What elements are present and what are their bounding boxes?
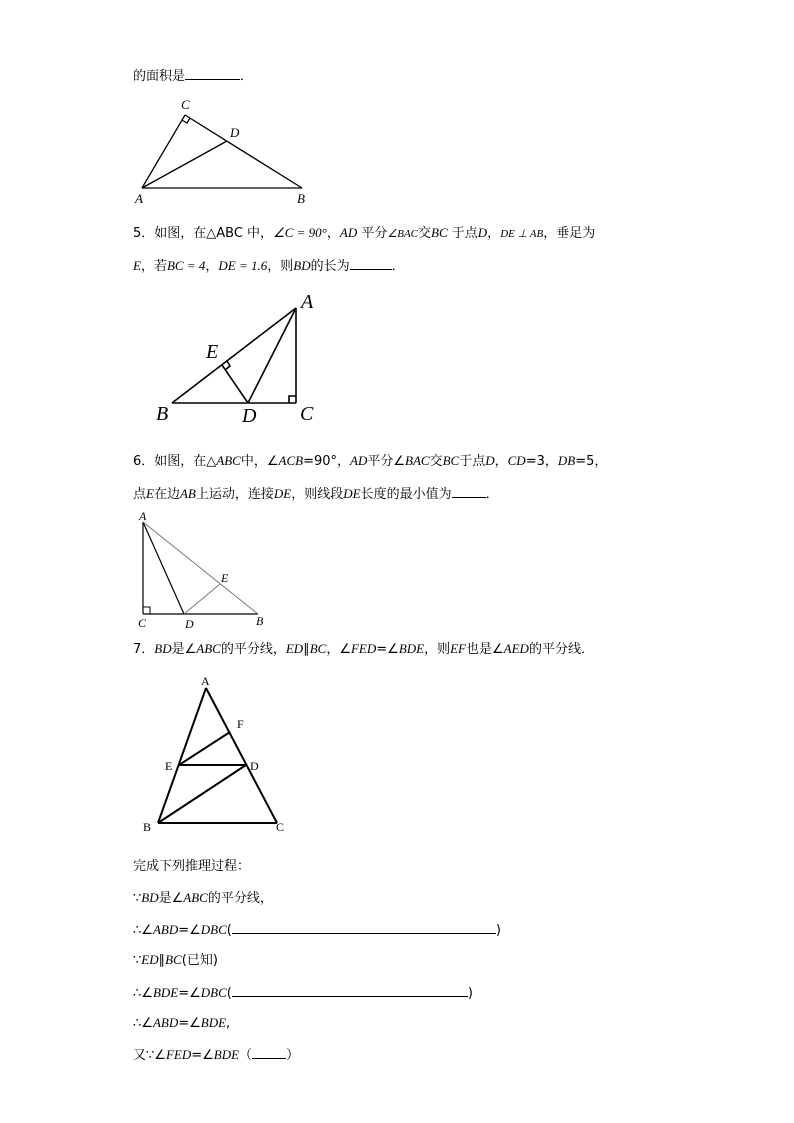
seg-bd [158, 765, 246, 823]
reason-blank[interactable] [232, 983, 468, 997]
label-a: A [201, 674, 210, 688]
q7-aed: AED [503, 641, 529, 656]
q6-ab: AB [179, 486, 196, 501]
q5-text: ， [205, 259, 219, 274]
proof-step-5 [133, 1014, 230, 1033]
right-angle-mark [143, 607, 150, 614]
proof-text: ( [226, 923, 232, 938]
q6-text: 在边 [153, 487, 180, 502]
proof-bde: BDE [200, 1015, 227, 1030]
proof-text: 是∠ [158, 891, 184, 906]
q7-text: 也是∠ [466, 642, 504, 657]
q6-text: ， [494, 454, 508, 469]
proof-step-3 [133, 951, 218, 970]
label-c: C [276, 820, 285, 834]
q5-text: 5．如图，在△ABC 中， [133, 226, 274, 241]
proof-bde: BDE [213, 1047, 240, 1062]
q6-text: 平分∠ [367, 454, 405, 469]
proof-abd: ABD [152, 922, 179, 937]
proof-step-1 [133, 889, 273, 908]
reason-blank[interactable] [252, 1045, 286, 1059]
q6-text: 点 [133, 487, 147, 502]
q5-text: ，则 [267, 259, 294, 274]
q6-text: =90°， [303, 454, 350, 469]
label-a: A [135, 191, 143, 206]
proof-text: ) [495, 923, 501, 938]
seg-ad [143, 522, 184, 614]
q6-e: E [146, 486, 154, 501]
figure-q7 [138, 673, 288, 838]
proof-text: ∴∠ [133, 1016, 153, 1031]
q5-d: D [477, 225, 488, 240]
proof-text: ) [467, 986, 473, 1001]
proof-text: =∠ [178, 1016, 201, 1031]
proof-text: 又∵∠ [133, 1048, 166, 1063]
q4-period: ． [240, 69, 254, 84]
proof-step-2 [133, 920, 501, 940]
proof-bc: BC [165, 952, 182, 967]
seg-de [222, 365, 248, 403]
q6-line-1 [133, 452, 607, 471]
seg-ac [142, 115, 185, 188]
q5-text: 的长为 [310, 259, 350, 274]
q5-text: ，若 [140, 259, 167, 274]
label-e: E [165, 759, 173, 773]
q5-text: 交 [418, 226, 432, 241]
q7-text: 7． [133, 642, 155, 657]
q7-text: 的平分线， [220, 642, 286, 657]
q7-text: ，∠ [326, 642, 351, 657]
q6-text: =3， [525, 454, 558, 469]
q7-fed: FED [350, 641, 377, 656]
figure-q5 [150, 288, 330, 428]
seg-ad [142, 141, 227, 188]
q5-text: 于点 [447, 226, 478, 241]
q7-text: 的平分线． [528, 642, 594, 657]
proof-text: ∵ [133, 953, 142, 968]
proof-text: ） [286, 1048, 300, 1063]
q5-text: 平分 [357, 226, 388, 241]
q5-e: E [133, 258, 141, 273]
label-a: A [301, 291, 314, 313]
label-d: D [185, 617, 194, 631]
proof-text: ∴∠ [133, 923, 153, 938]
label-d: D [250, 759, 259, 773]
proof-bde: BDE [152, 985, 179, 1000]
q5-ad: AD [339, 225, 358, 240]
q5-text: ， [326, 226, 340, 241]
seg-ab [172, 308, 296, 403]
label-e: E [206, 341, 219, 363]
proof-text: ∥ [158, 953, 166, 968]
q5-angle-c: ∠C = 90° [273, 225, 327, 240]
q6-line-2 [133, 484, 499, 504]
q4-tail [133, 66, 253, 86]
q5-bc-value: BC = 4 [166, 258, 206, 273]
proof-ed: ED [141, 952, 159, 967]
q7-bc: BC [309, 641, 327, 656]
q6-de: DE [343, 486, 361, 501]
label-b: B [143, 820, 152, 834]
q7-ed: ED [285, 641, 304, 656]
q6-db: DB [557, 453, 576, 468]
label-d: D [242, 405, 257, 427]
q5-perp: DE ⊥ AB [500, 228, 544, 240]
proof-text: (已知) [181, 953, 218, 968]
proof-text: =∠ [191, 1048, 214, 1063]
q7-line [133, 640, 594, 659]
answer-blank[interactable] [350, 256, 392, 270]
q5-bc: BC [431, 225, 448, 240]
q6-text: 交 [429, 454, 443, 469]
seg-ac [206, 688, 277, 823]
answer-blank[interactable] [452, 484, 486, 498]
q6-text: 中，∠ [240, 454, 279, 469]
q6-text: 长度的最小值为 [360, 487, 452, 502]
reason-blank[interactable] [232, 920, 496, 934]
proof-intro [133, 858, 250, 876]
q6-abc: ABC [216, 453, 241, 468]
q6-text: =5， [575, 454, 608, 469]
q5-text: ，垂足为 [543, 226, 596, 241]
q7-bd: BD [154, 641, 172, 656]
q6-period: ． [485, 487, 499, 502]
seg-de [184, 584, 220, 614]
proof-fed: FED [165, 1047, 192, 1062]
figure-q4 [130, 95, 320, 210]
q4-text: 的面积是 [133, 69, 186, 84]
proof-dbc: DBC [200, 985, 227, 1000]
q6-ad: AD [350, 453, 368, 468]
figure-q6 [134, 508, 274, 633]
q5-bd: BD [293, 258, 311, 273]
proof-text: =∠ [178, 986, 201, 1001]
proof-intro-text: 完成下列推理过程： [133, 859, 251, 874]
q5-de-value: DE = 1.6 [218, 258, 268, 273]
q5-line-1 [133, 224, 595, 243]
label-e: E [221, 571, 229, 585]
q6-d: D [485, 453, 495, 468]
proof-abd: ABD [152, 1015, 179, 1030]
q6-text: 上运动，连接 [195, 487, 274, 502]
proof-text: =∠ [178, 923, 201, 938]
q7-bde: BDE [398, 641, 425, 656]
proof-text: 的平分线， [207, 891, 273, 906]
seg-ad [248, 308, 296, 403]
q5-text: ， [487, 226, 501, 241]
q7-text: ∥ [303, 642, 310, 657]
label-d: D [230, 125, 240, 140]
label-b: B [156, 403, 169, 425]
label-b: B [256, 614, 264, 628]
q6-bc: BC [442, 453, 460, 468]
label-c: C [181, 97, 190, 112]
label-c: C [138, 616, 147, 630]
q7-ef: EF [450, 641, 466, 656]
proof-step-4 [133, 983, 473, 1003]
q6-bac: BAC [405, 453, 430, 468]
q6-text: 6．如图，在△ [133, 454, 217, 469]
seg-cb [185, 115, 302, 188]
q6-de: DE [273, 486, 292, 501]
q7-text: 是∠ [171, 642, 197, 657]
proof-text: ( [226, 986, 232, 1001]
right-angle-mark-c [289, 396, 296, 403]
q5-period: ． [391, 259, 405, 274]
q7-abc: ABC [196, 641, 221, 656]
q6-text: 于点 [459, 454, 486, 469]
label-f: F [237, 717, 244, 731]
seg-ab [158, 688, 206, 823]
answer-blank[interactable] [185, 66, 240, 80]
proof-text: ∴∠ [133, 986, 153, 1001]
label-a: A [139, 509, 147, 523]
q7-text: ，则 [424, 642, 451, 657]
proof-bd: BD [141, 890, 159, 905]
q6-cd: CD [507, 453, 526, 468]
proof-abc: ABC [183, 890, 208, 905]
seg-ef [179, 732, 230, 765]
q7-text: =∠ [376, 642, 399, 657]
proof-text: , [226, 1016, 231, 1031]
q6-text: ，则线段 [291, 487, 344, 502]
q6-acb: ACB [278, 453, 304, 468]
label-c: C [300, 403, 314, 425]
proof-step-6 [133, 1045, 299, 1065]
proof-text: ∵ [133, 891, 142, 906]
proof-dbc: DBC [200, 922, 227, 937]
proof-text: （ [239, 1048, 253, 1063]
q5-angle-bac: ∠BAC [387, 228, 418, 240]
q5-line-2 [133, 256, 405, 276]
label-b: B [297, 191, 305, 206]
